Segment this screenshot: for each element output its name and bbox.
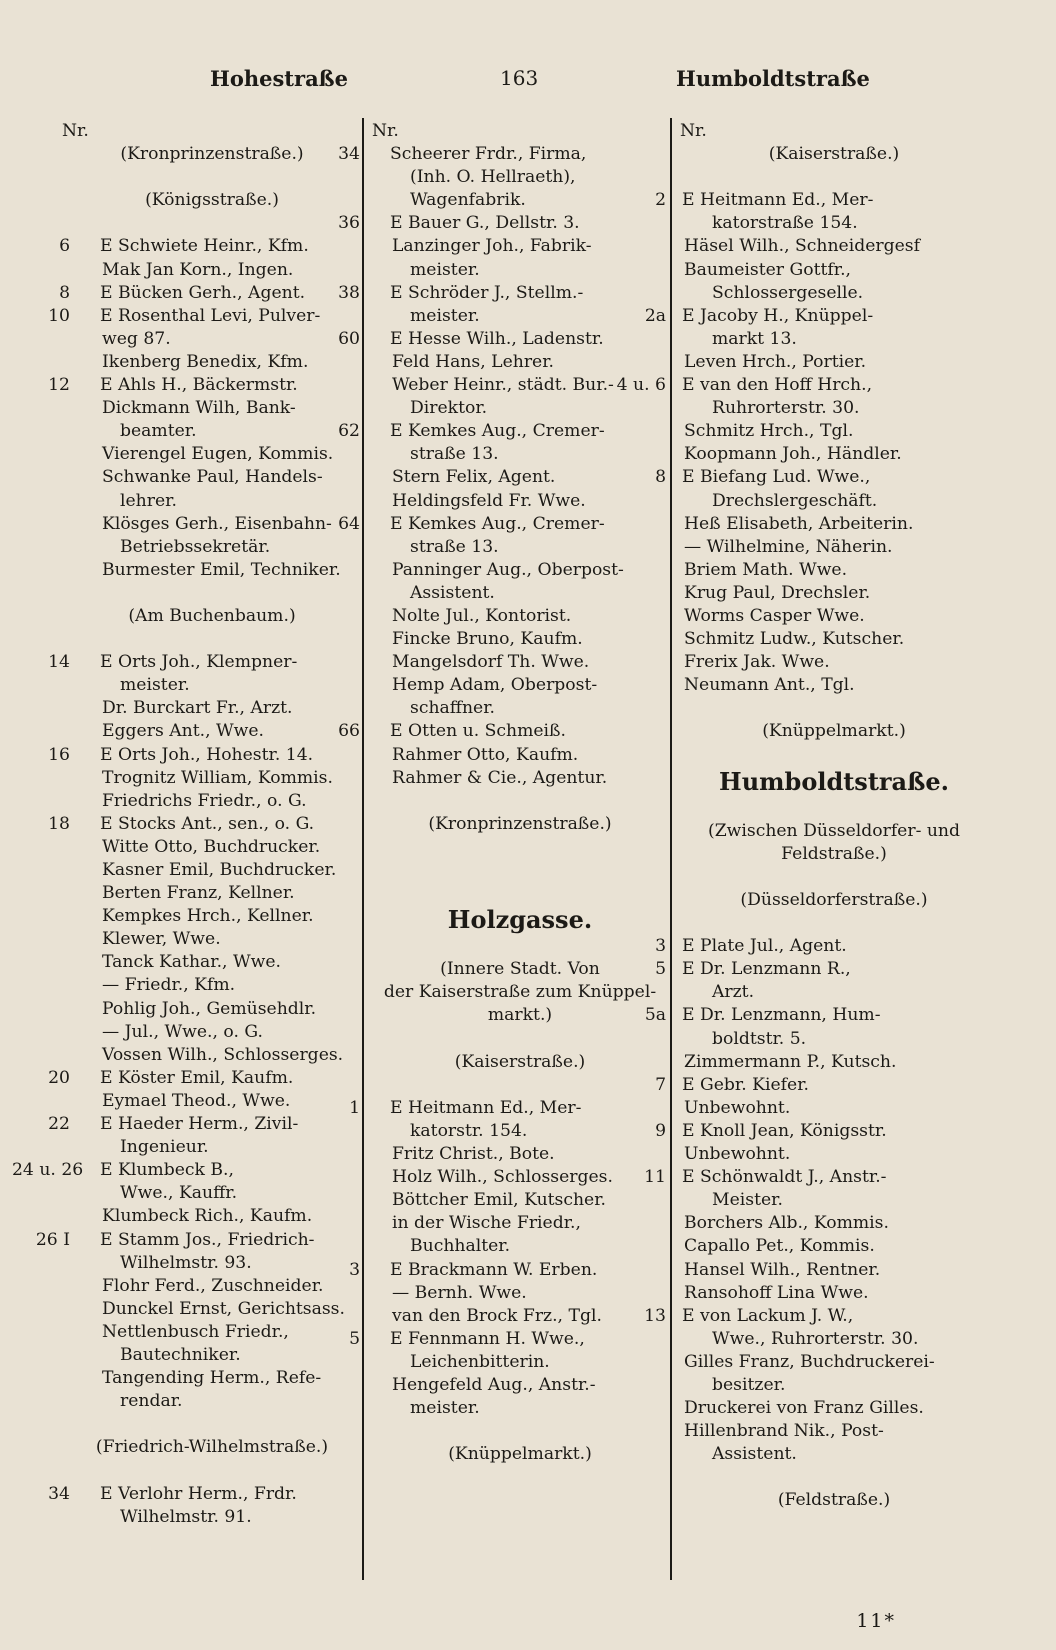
entry-text: E Rosenthal Levi, Pulver- xyxy=(100,305,321,326)
entry-line xyxy=(644,305,988,328)
entry-continuation: Berten Franz, Kellner. xyxy=(102,883,295,904)
entry-line xyxy=(655,1074,988,1097)
section-heading: Feldstraße.) xyxy=(781,843,887,864)
entry-text: E Haeder Herm., Zivil- xyxy=(100,1114,299,1135)
house-number: 5 xyxy=(655,959,666,980)
entry-continuation: katorstr. 154. xyxy=(410,1120,528,1141)
entry-text: E Kemkes Aug., Cremer- xyxy=(390,513,605,534)
entry-continuation: Hillenbrand Nik., Post- xyxy=(684,1421,884,1442)
entry-continuation: — Wilhelmine, Näherin. xyxy=(684,536,893,557)
entry-continuation: Mak Jan Korn., Ingen. xyxy=(102,259,294,280)
entry-line xyxy=(644,1004,988,1027)
entry-continuation: Capallo Pet., Kommis. xyxy=(684,1236,875,1257)
section-heading: (Königsstraße.) xyxy=(145,190,279,211)
house-number: 22 xyxy=(48,1114,70,1135)
entry-line xyxy=(48,651,362,674)
entry-continuation: Klösges Gerh., Eisenbahn- xyxy=(102,513,332,534)
entry-text: E Fennmann H. Wwe., xyxy=(390,1328,585,1349)
entry-continuation: Frerix Jak. Wwe. xyxy=(684,652,830,673)
entry-continuation: Kasner Emil, Buchdrucker. xyxy=(102,860,337,880)
entry-line xyxy=(35,1229,362,1252)
section-heading: (Knüppelmarkt.) xyxy=(762,721,906,742)
entry-line xyxy=(644,1166,988,1189)
entry-continuation: (Inh. O. Hellraeth), xyxy=(410,167,576,188)
spacer xyxy=(372,790,668,813)
header-right-street: Humboldtstraße xyxy=(676,66,870,91)
signature-mark: 11* xyxy=(856,1610,896,1632)
entry-continuation: — Friedr., Kfm. xyxy=(102,975,236,996)
section-heading: (Kaiserstraße.) xyxy=(768,144,900,165)
entry-continuation: Fritz Christ., Bote. xyxy=(392,1144,555,1165)
spacer xyxy=(62,1413,362,1436)
entry-continuation: meister. xyxy=(410,259,480,280)
entry-line xyxy=(48,1067,362,1090)
entry-line xyxy=(338,328,668,351)
entry-line xyxy=(655,189,988,212)
entry-continuation: Leichenbitterin. xyxy=(410,1351,550,1372)
entry-continuation: Hemp Adam, Oberpost- xyxy=(392,675,598,696)
entry-line xyxy=(48,744,362,767)
entry-continuation: Panninger Aug., Oberpost- xyxy=(392,559,624,580)
entry-continuation: Holz Wilh., Schlosserges. xyxy=(392,1167,613,1188)
entry-line xyxy=(655,935,988,958)
house-number: 3 xyxy=(349,1259,360,1280)
entry-text: E Schröder J., Stellm.- xyxy=(390,282,584,303)
spacer xyxy=(680,744,988,767)
entry-text: E Dr. Lenzmann, Hum- xyxy=(682,1005,881,1026)
entry-continuation: Zimmermann P., Kutsch. xyxy=(684,1051,897,1072)
entry-continuation: Gilles Franz, Buchdruckerei- xyxy=(684,1351,935,1372)
entry-continuation: Klumbeck Rich., Kaufm. xyxy=(102,1206,313,1227)
entry-line xyxy=(48,374,362,397)
entry-line xyxy=(349,1259,668,1282)
entry-continuation: Wilhelmstr. 91. xyxy=(120,1506,252,1527)
column-label: Nr. xyxy=(372,121,399,141)
entry-continuation: Lanzinger Joh., Fabrik- xyxy=(392,236,592,257)
entry-continuation: Worms Casper Wwe. xyxy=(684,605,865,626)
entry-line xyxy=(59,235,362,258)
entry-continuation: Mangelsdorf Th. Wwe. xyxy=(392,652,590,673)
entry-continuation: Leven Hrch., Portier. xyxy=(684,351,867,372)
entry-continuation: Wilhelmstr. 93. xyxy=(120,1252,252,1273)
entry-text: E Orts Joh., Hohestr. 14. xyxy=(100,744,314,765)
entry-continuation: Hengefeld Aug., Anstr.- xyxy=(392,1374,596,1395)
entry-continuation: Direktor. xyxy=(410,398,488,419)
entry-text: E Kemkes Aug., Cremer- xyxy=(390,421,605,442)
spacer xyxy=(680,866,988,889)
spacer xyxy=(372,1420,668,1443)
house-number: 64 xyxy=(338,513,360,534)
house-number: 8 xyxy=(59,282,70,303)
entry-text: E Klumbeck B., xyxy=(100,1160,234,1181)
entry-continuation: Vossen Wilh., Schlosserges. xyxy=(102,1044,344,1065)
entry-continuation: markt 13. xyxy=(712,328,797,349)
entry-continuation: Burmester Emil, Techniker. xyxy=(102,559,341,580)
house-number: 38 xyxy=(338,282,360,303)
entry-line xyxy=(338,212,668,235)
entry-continuation: Baumeister Gottfr., xyxy=(684,259,851,280)
house-number: 66 xyxy=(338,721,360,742)
entry-line xyxy=(338,513,668,536)
entry-continuation: Wagenfabrik. xyxy=(410,190,526,211)
house-number: 62 xyxy=(338,421,360,442)
entry-line xyxy=(655,958,988,981)
house-number: 5 xyxy=(349,1328,360,1349)
page-number: 163 xyxy=(500,66,539,90)
entry-continuation: Bautechniker. xyxy=(120,1344,241,1365)
entry-continuation: Nettlenbusch Friedr., xyxy=(102,1321,289,1342)
entry-continuation: Wwe., Ruhrorterstr. 30. xyxy=(712,1328,919,1349)
section-heading: (Düsseldorferstraße.) xyxy=(740,890,928,910)
entry-text: E Verlohr Herm., Frdr. xyxy=(100,1483,297,1504)
entry-line xyxy=(48,305,362,328)
house-number: 34 xyxy=(48,1483,70,1504)
entry-continuation: Unbewohnt. xyxy=(684,1097,791,1118)
column-label: Nr. xyxy=(62,121,89,141)
entry-continuation: Betriebssekretär. xyxy=(120,536,271,557)
entry-line xyxy=(655,466,988,489)
entry-text: E Orts Joh., Klempner- xyxy=(100,652,298,673)
entry-line xyxy=(48,1483,362,1506)
entry-continuation: Druckerei von Franz Gilles. xyxy=(684,1398,924,1419)
entry-text: E Schönwaldt J., Anstr.- xyxy=(682,1167,887,1188)
house-number: 8 xyxy=(655,467,666,488)
entry-continuation: Unbewohnt. xyxy=(684,1144,791,1165)
spacer xyxy=(680,697,988,720)
entry-continuation: Häsel Wilh., Schneidergesf xyxy=(684,236,920,257)
entry-continuation: — Bernh. Wwe. xyxy=(392,1282,527,1303)
entry-text: E Stocks Ant., sen., o. G. xyxy=(100,813,315,834)
entry-continuation: besitzer. xyxy=(712,1374,786,1395)
entry-continuation: Trognitz William, Kommis. xyxy=(102,767,333,788)
entry-continuation: straße 13. xyxy=(410,536,499,557)
house-number: 5a xyxy=(644,1005,666,1026)
section-heading: (Kronprinzenstraße.) xyxy=(120,144,304,165)
entry-line xyxy=(644,1305,988,1328)
entry-continuation: Rahmer Otto, Kaufm. xyxy=(392,744,579,765)
entry-continuation: Heldingsfeld Fr. Wwe. xyxy=(392,490,586,511)
column-label: Nr. xyxy=(680,121,707,141)
section-heading: (Kronprinzenstraße.) xyxy=(428,813,612,834)
entry-text: E van den Hoff Hrch., xyxy=(682,375,873,396)
column-rule-2 xyxy=(670,118,672,1580)
house-number: 14 xyxy=(48,652,70,673)
entry-continuation: Ingenieur. xyxy=(120,1137,209,1158)
section-heading: (Kaiserstraße.) xyxy=(454,1051,586,1072)
house-number: 60 xyxy=(338,328,360,349)
entry-continuation: Kempkes Hrch., Kellner. xyxy=(102,906,314,927)
section-heading: (Innere Stadt. Von xyxy=(440,959,600,980)
spacer xyxy=(680,166,988,189)
house-number: 4 u. 6 xyxy=(616,375,666,396)
entry-text: E Stamm Jos., Friedrich- xyxy=(100,1229,315,1250)
entry-continuation: Schwanke Paul, Handels- xyxy=(102,467,323,488)
entry-continuation: Meister. xyxy=(712,1190,783,1211)
entry-continuation: in der Wische Friedr., xyxy=(392,1213,581,1234)
entry-continuation: Eggers Ant., Wwe. xyxy=(102,721,265,742)
entry-continuation: meister. xyxy=(410,305,480,326)
entry-line xyxy=(338,282,668,305)
entry-text: E Biefang Lud. Wwe., xyxy=(682,467,871,488)
house-number: 1 xyxy=(349,1097,360,1118)
section-heading: (Feldstraße.) xyxy=(777,1490,891,1511)
entry-continuation: — Jul., Wwe., o. G. xyxy=(102,1021,263,1042)
entry-text: E Gebr. Kiefer. xyxy=(682,1074,809,1095)
house-number: 18 xyxy=(48,813,70,834)
entry-continuation: Pohlig Joh., Gemüsehdlr. xyxy=(102,998,317,1019)
entry-continuation: Flohr Ferd., Zuschneider. xyxy=(102,1275,324,1296)
entry-continuation: katorstraße 154. xyxy=(712,213,858,234)
entry-continuation: Weber Heinr., städt. Bur.- xyxy=(392,375,614,396)
entry-text: E Bauer G., Dellstr. 3. xyxy=(390,213,580,234)
entry-continuation: Hansel Wilh., Rentner. xyxy=(684,1259,881,1280)
spacer xyxy=(680,1466,988,1489)
entry-continuation: Friedrichs Friedr., o. G. xyxy=(102,790,307,811)
entry-text: E Brackmann W. Erben. xyxy=(390,1259,598,1280)
house-number: 16 xyxy=(48,744,70,765)
entry-continuation: Krug Paul, Drechsler. xyxy=(684,582,871,603)
entry-line xyxy=(349,1328,668,1351)
entry-continuation: Eymael Theod., Wwe. xyxy=(102,1090,291,1111)
entry-text: E von Lackum J. W., xyxy=(682,1305,854,1326)
entry-text: E Knoll Jean, Königsstr. xyxy=(682,1120,887,1141)
entry-text: Scheerer Frdr., Firma, xyxy=(390,144,587,165)
entry-continuation: Fincke Bruno, Kaufm. xyxy=(392,629,583,650)
entry-continuation: Tanck Kathar., Wwe. xyxy=(102,952,281,973)
entry-continuation: Schlossergeselle. xyxy=(712,282,864,303)
house-number: 24 u. 26 xyxy=(12,1160,84,1181)
spacer xyxy=(62,166,362,189)
entry-text: E Otten u. Schmeiß. xyxy=(390,721,566,742)
spacer xyxy=(62,1459,362,1482)
house-number: 26 I xyxy=(35,1229,70,1250)
entry-line xyxy=(338,420,668,443)
section-heading: markt.) xyxy=(487,1005,553,1026)
entry-line xyxy=(655,1120,988,1143)
entry-continuation: weg 87. xyxy=(102,328,171,349)
entry-continuation: Stern Felix, Agent. xyxy=(392,467,556,488)
entry-text: E Plate Jul., Agent. xyxy=(682,936,847,957)
entry-line xyxy=(338,720,668,743)
spacer xyxy=(62,582,362,605)
house-number: 2a xyxy=(644,305,666,326)
entry-continuation: Koopmann Joh., Händler. xyxy=(684,444,902,465)
entry-text: E Hesse Wilh., Ladenstr. xyxy=(390,328,604,349)
entry-continuation: beamter. xyxy=(120,421,197,442)
house-number: 9 xyxy=(655,1120,666,1141)
spacer xyxy=(62,628,362,651)
entry-continuation: schaffner. xyxy=(410,698,496,719)
entry-continuation: Klewer, Wwe. xyxy=(102,929,221,950)
entry-continuation: Vierengel Eugen, Kommis. xyxy=(102,444,334,465)
entry-line xyxy=(338,143,668,166)
entry-continuation: van den Brock Frz., Tgl. xyxy=(392,1305,602,1326)
entry-line xyxy=(12,1159,362,1182)
spacer xyxy=(680,912,988,935)
house-number: 36 xyxy=(338,213,360,234)
entry-continuation: Schmitz Ludw., Kutscher. xyxy=(684,629,905,650)
entry-text: E Jacoby H., Knüppel- xyxy=(682,305,874,326)
entry-continuation: meister. xyxy=(120,675,190,696)
entry-continuation: Drechslergeschäft. xyxy=(712,490,878,511)
entry-continuation: straße 13. xyxy=(410,444,499,465)
entry-continuation: Borchers Alb., Kommis. xyxy=(684,1213,889,1234)
entry-continuation: Witte Otto, Buchdrucker. xyxy=(102,836,321,857)
header-left-street: Hohestraße xyxy=(210,66,348,91)
house-number: 7 xyxy=(655,1074,666,1095)
entry-text: E Heitmann Ed., Mer- xyxy=(390,1097,582,1118)
section-heading: (Am Buchenbaum.) xyxy=(128,605,296,626)
street-title: Holzgasse. xyxy=(447,905,593,935)
house-number: 13 xyxy=(644,1305,666,1326)
section-heading: (Friedrich-Wilhelmstraße.) xyxy=(95,1437,329,1458)
house-number: 11 xyxy=(644,1167,666,1188)
entry-continuation: Böttcher Emil, Kutscher. xyxy=(392,1190,607,1211)
entry-text: E Heitmann Ed., Mer- xyxy=(682,190,874,211)
spacer xyxy=(372,836,668,859)
section-heading: der Kaiserstraße zum Knüppel- xyxy=(383,982,657,1003)
entry-continuation: Arzt. xyxy=(712,982,755,1003)
entry-continuation: rendar. xyxy=(120,1391,183,1412)
entry-continuation: meister. xyxy=(410,1398,480,1419)
entry-continuation: Rahmer & Cie., Agentur. xyxy=(392,767,608,788)
house-number: 3 xyxy=(655,936,666,957)
section-heading: (Knüppelmarkt.) xyxy=(448,1444,592,1465)
entry-line xyxy=(349,1097,668,1120)
column-3 xyxy=(616,120,988,1513)
entry-continuation: Dunckel Ernst, Gerichtsass. xyxy=(102,1298,345,1319)
house-number: 34 xyxy=(338,144,360,165)
spacer xyxy=(372,882,668,905)
spacer xyxy=(372,1028,668,1051)
entry-continuation: Ruhrorterstr. 30. xyxy=(712,398,860,419)
entry-line xyxy=(616,374,988,397)
entry-continuation: Buchhalter. xyxy=(410,1236,511,1257)
entry-continuation: Neumann Ant., Tgl. xyxy=(684,675,855,696)
entry-text: E Ahls H., Bäckermstr. xyxy=(100,375,298,396)
column-rule-1 xyxy=(362,118,364,1580)
entry-continuation: Ransohoff Lina Wwe. xyxy=(684,1282,869,1303)
spacer xyxy=(372,859,668,882)
entry-text: E Bücken Gerh., Agent. xyxy=(100,282,306,303)
house-number: 12 xyxy=(48,375,70,396)
street-title: Humboldtstraße. xyxy=(719,766,949,796)
entry-continuation: Nolte Jul., Kontorist. xyxy=(392,605,572,626)
entry-continuation: Briem Math. Wwe. xyxy=(684,559,848,580)
entry-text: E Köster Emil, Kaufm. xyxy=(100,1067,294,1088)
entry-text: E Schwiete Heinr., Kfm. xyxy=(100,236,309,257)
entry-continuation: boldtstr. 5. xyxy=(712,1028,807,1049)
entry-continuation: Heß Elisabeth, Arbeiterin. xyxy=(684,513,914,534)
entry-continuation: Dr. Burckart Fr., Arzt. xyxy=(102,698,293,719)
entry-continuation: Dickmann Wilh, Bank- xyxy=(102,398,296,419)
entry-continuation: Schmitz Hrch., Tgl. xyxy=(684,421,854,442)
entry-continuation: Wwe., Kauffr. xyxy=(120,1183,238,1204)
entry-continuation: Assistent. xyxy=(410,582,495,603)
house-number: 10 xyxy=(48,305,70,326)
entry-continuation: lehrer. xyxy=(120,490,177,511)
house-number: 2 xyxy=(655,190,666,211)
entry-line xyxy=(48,813,362,836)
entry-continuation: Feld Hans, Lehrer. xyxy=(392,351,555,372)
entry-continuation: Assistent. xyxy=(712,1444,797,1465)
house-number: 6 xyxy=(59,236,70,257)
entry-continuation: Ikenberg Benedix, Kfm. xyxy=(102,351,309,372)
entry-continuation: Tangending Herm., Refe- xyxy=(102,1368,322,1389)
entry-text: E Dr. Lenzmann R., xyxy=(682,959,851,980)
house-number: 20 xyxy=(48,1067,70,1088)
section-heading: (Zwischen Düsseldorfer- und xyxy=(708,820,960,841)
spacer xyxy=(680,797,988,820)
